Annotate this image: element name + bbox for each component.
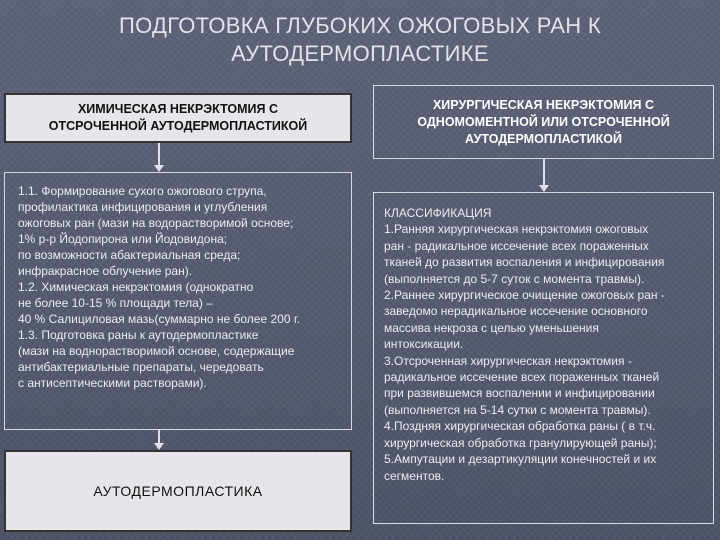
classification-text-line: заведомо нерадикальное иссечение основного: [384, 304, 648, 319]
step-text-line: 40 % Салициловая мазь(суммарно не более 200 г.: [18, 312, 301, 326]
classification-text-line: хирургическая обработка гранулирующей раны);: [384, 435, 657, 450]
classification-text-line: (выполняется до 5-7 суток с момента травмы).: [384, 271, 645, 286]
surgical-necrectomy-header-box: [373, 85, 714, 159]
surgical-necrectomy-header-line: ХИРУРГИЧЕСКАЯ НЕКРЭКТОМИЯ С: [432, 97, 655, 112]
step-text-line: по возможности абактериальная среда;: [18, 248, 241, 262]
step-text-line: 1% р-р Йодопирона или Йодовидона;: [18, 232, 228, 246]
classification-text-line: ран - радикальное иссечение всех пораженных: [384, 238, 649, 253]
surgical-necrectomy-header-line: ОДНОМОМЕНТНОЙ ИЛИ ОТСРОЧЕННОЙ: [417, 114, 670, 129]
step-text-line: профилактика инфицирования и углубления: [18, 200, 268, 214]
classification-box: [373, 192, 714, 524]
step-text-line: с антисептическими растворами).: [18, 376, 207, 390]
classification-text-line: радикальное иссечение всех пораженных тканей: [384, 370, 660, 385]
slide-title-line-1: ПОДГОТОВКА ГЛУБОКИХ ОЖОГОВЫХ РАН К: [119, 13, 601, 38]
classification-text-line: интоксикации.: [384, 337, 464, 352]
step-text-line: ожоговых ран (мази на водорастворимой основе;: [18, 216, 294, 230]
step-text-line: инфракрасное облучение ран).: [18, 264, 193, 278]
slide-title: [60, 12, 660, 68]
chemical-necrectomy-header-line: ХИМИЧЕСКАЯ НЕКРЭКТОМИЯ С: [77, 102, 279, 116]
classification-heading: КЛАССИФИКАЦИЯ: [384, 206, 492, 220]
classification-text-line: массива некроза с целью уменьшения: [384, 320, 599, 335]
step-text-line: 1.3. Подготовка раны к аутодермопластике: [18, 328, 259, 342]
chemical-necrectomy-header-box: [4, 93, 352, 143]
classification-text-line: 5.Ампутации и дезартикуляции конечностей и их: [384, 452, 657, 467]
chemical-necrectomy-header-line: ОТСРОЧЕННОЙ АУТОДЕРМОПЛАСТИКОЙ: [48, 119, 308, 133]
classification-text-line: 2.Раннее хирургическое очищение ожоговых ран -: [384, 288, 665, 303]
step-text-line: не более 10-15 % площади тела) –: [18, 296, 213, 310]
slide-title-line-2: АУТОДЕРМОПЛАСТИКЕ: [231, 41, 489, 66]
classification-text-line: (выполняется на 5-14 сутки с момента травмы).: [384, 402, 651, 417]
classification-text-line: тканей до развития воспаления и инфицирования: [384, 255, 665, 270]
step-text-line: антибактериальные препараты, чередовать: [18, 360, 264, 374]
classification-text-line: при развившемся воспалении и инфицировании: [384, 386, 655, 401]
arrow-right-header-to-body: [539, 159, 549, 192]
step-text-line: (мази на воднорастворимой основе, содержащие: [18, 344, 295, 358]
classification-text-line: сегментов.: [384, 468, 445, 483]
classification-text-line: 4.Поздняя хирургическая обработка раны ( в т.ч.: [384, 419, 656, 434]
step-text-line: 1.2. Химическая некрэктомия (однократно: [18, 280, 254, 294]
surgical-necrectomy-header-line: АУТОДЕРМОПЛАСТИКОЙ: [465, 131, 622, 146]
step-text-line: 1.1. Формирование сухого ожогового струпа,: [18, 184, 267, 198]
autodermoplasty-label: АУТОДЕРМОПЛАСТИКА: [93, 483, 263, 499]
arrow-left-header-to-body: [154, 143, 164, 172]
classification-text-line: 1.Ранняя хирургическая некрэктомия ожоговых: [384, 222, 649, 237]
classification-text-line: 3.Отсроченная хирургическая некрэктомия -: [384, 353, 632, 368]
chemical-necrectomy-steps-box: [4, 172, 352, 430]
arrow-left-body-to-bottom: [154, 430, 164, 450]
autodermoplasty-box: [4, 450, 352, 532]
